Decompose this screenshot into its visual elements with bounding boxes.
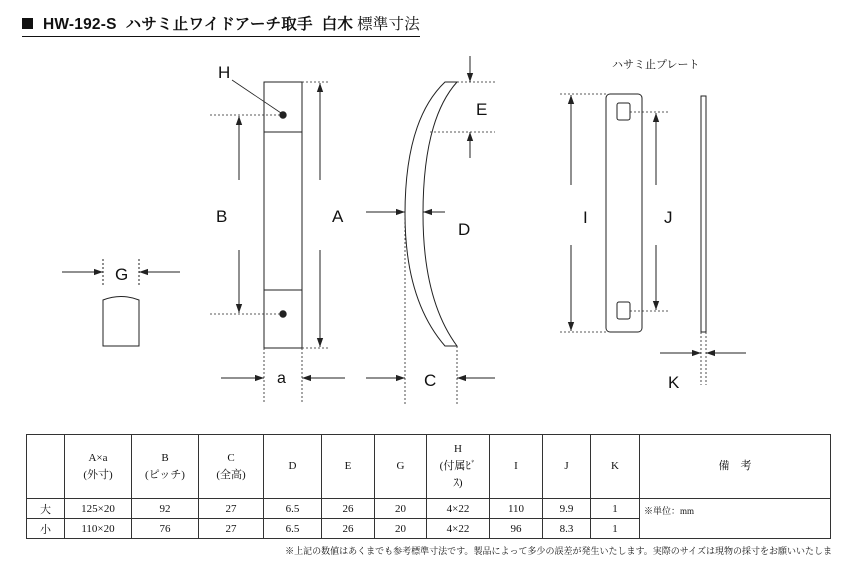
plate-title: ハサミ止プレート — [612, 59, 700, 71]
table-cell: 26 — [322, 499, 375, 519]
plate-side-view — [660, 96, 746, 385]
table-row — [27, 499, 831, 519]
header-cell: A×a (外寸) — [65, 435, 132, 499]
label-J: J — [664, 208, 673, 227]
header-cell — [27, 435, 65, 499]
table-cell: 27 — [199, 499, 264, 519]
label-B: B — [216, 207, 228, 226]
table-cell: 20 — [375, 499, 427, 519]
label-H: H — [218, 63, 231, 82]
table-cell: 76 — [132, 519, 199, 539]
table-cell: 20 — [375, 519, 427, 539]
table-cell: 4×22 — [427, 499, 490, 519]
table-cell: 125×20 — [65, 499, 132, 519]
label-G: G — [115, 265, 129, 284]
table-cell: 6.5 — [264, 519, 322, 539]
title-code: HW-192-S — [43, 16, 117, 33]
label-I: I — [583, 208, 588, 227]
dimension-table — [26, 434, 831, 539]
footnote: ※上記の数値はあくまでも参考標準寸法です。製品によって多少の誤差が発生いたします。実際のサイズは現物の採寸をお願いいたしま — [285, 546, 832, 556]
header-cell: C (全高) — [199, 435, 264, 499]
table-cell: 8.3 — [543, 519, 591, 539]
header-cell: 備 考 — [640, 435, 831, 499]
header-cell: D — [264, 435, 322, 499]
table-cell: 92 — [132, 499, 199, 519]
header-cell: E — [322, 435, 375, 499]
table-cell: 4×22 — [427, 519, 490, 539]
table-cell: 96 — [490, 519, 543, 539]
label-K: K — [668, 373, 680, 392]
label-A: A — [332, 207, 344, 226]
title-finish: 白木 — [321, 16, 354, 33]
table-cell: 小 — [27, 519, 65, 539]
table-cell: 26 — [322, 519, 375, 539]
header-cell: B (ピッチ) — [132, 435, 199, 499]
table-header-row — [27, 435, 831, 499]
label-a: a — [277, 370, 286, 387]
header-cell: G — [375, 435, 427, 499]
header-cell: I — [490, 435, 543, 499]
label-E: E — [476, 100, 488, 119]
plate-front-view — [560, 94, 668, 332]
table-cell: 1 — [591, 499, 640, 519]
front-view — [210, 80, 345, 402]
table-cell: 6.5 — [264, 499, 322, 519]
table-cell: 1 — [591, 519, 640, 539]
header-cell: K — [591, 435, 640, 499]
table-cell: 110 — [490, 499, 543, 519]
title-standard: 標準寸法 — [357, 15, 420, 33]
table-cell: 大 — [27, 499, 65, 519]
table-cell: 27 — [199, 519, 264, 539]
table-cell: 110×20 — [65, 519, 132, 539]
remarks-cell: ※単位：mm — [640, 499, 831, 539]
table-cell: 9.9 — [543, 499, 591, 519]
header-cell: J — [543, 435, 591, 499]
label-D: D — [458, 220, 471, 239]
header-cell: H (付属ﾋﾞ ｽ) — [427, 435, 490, 499]
title-name: ハサミ止ワイドアーチ取手 — [125, 16, 313, 33]
label-C: C — [424, 371, 437, 390]
